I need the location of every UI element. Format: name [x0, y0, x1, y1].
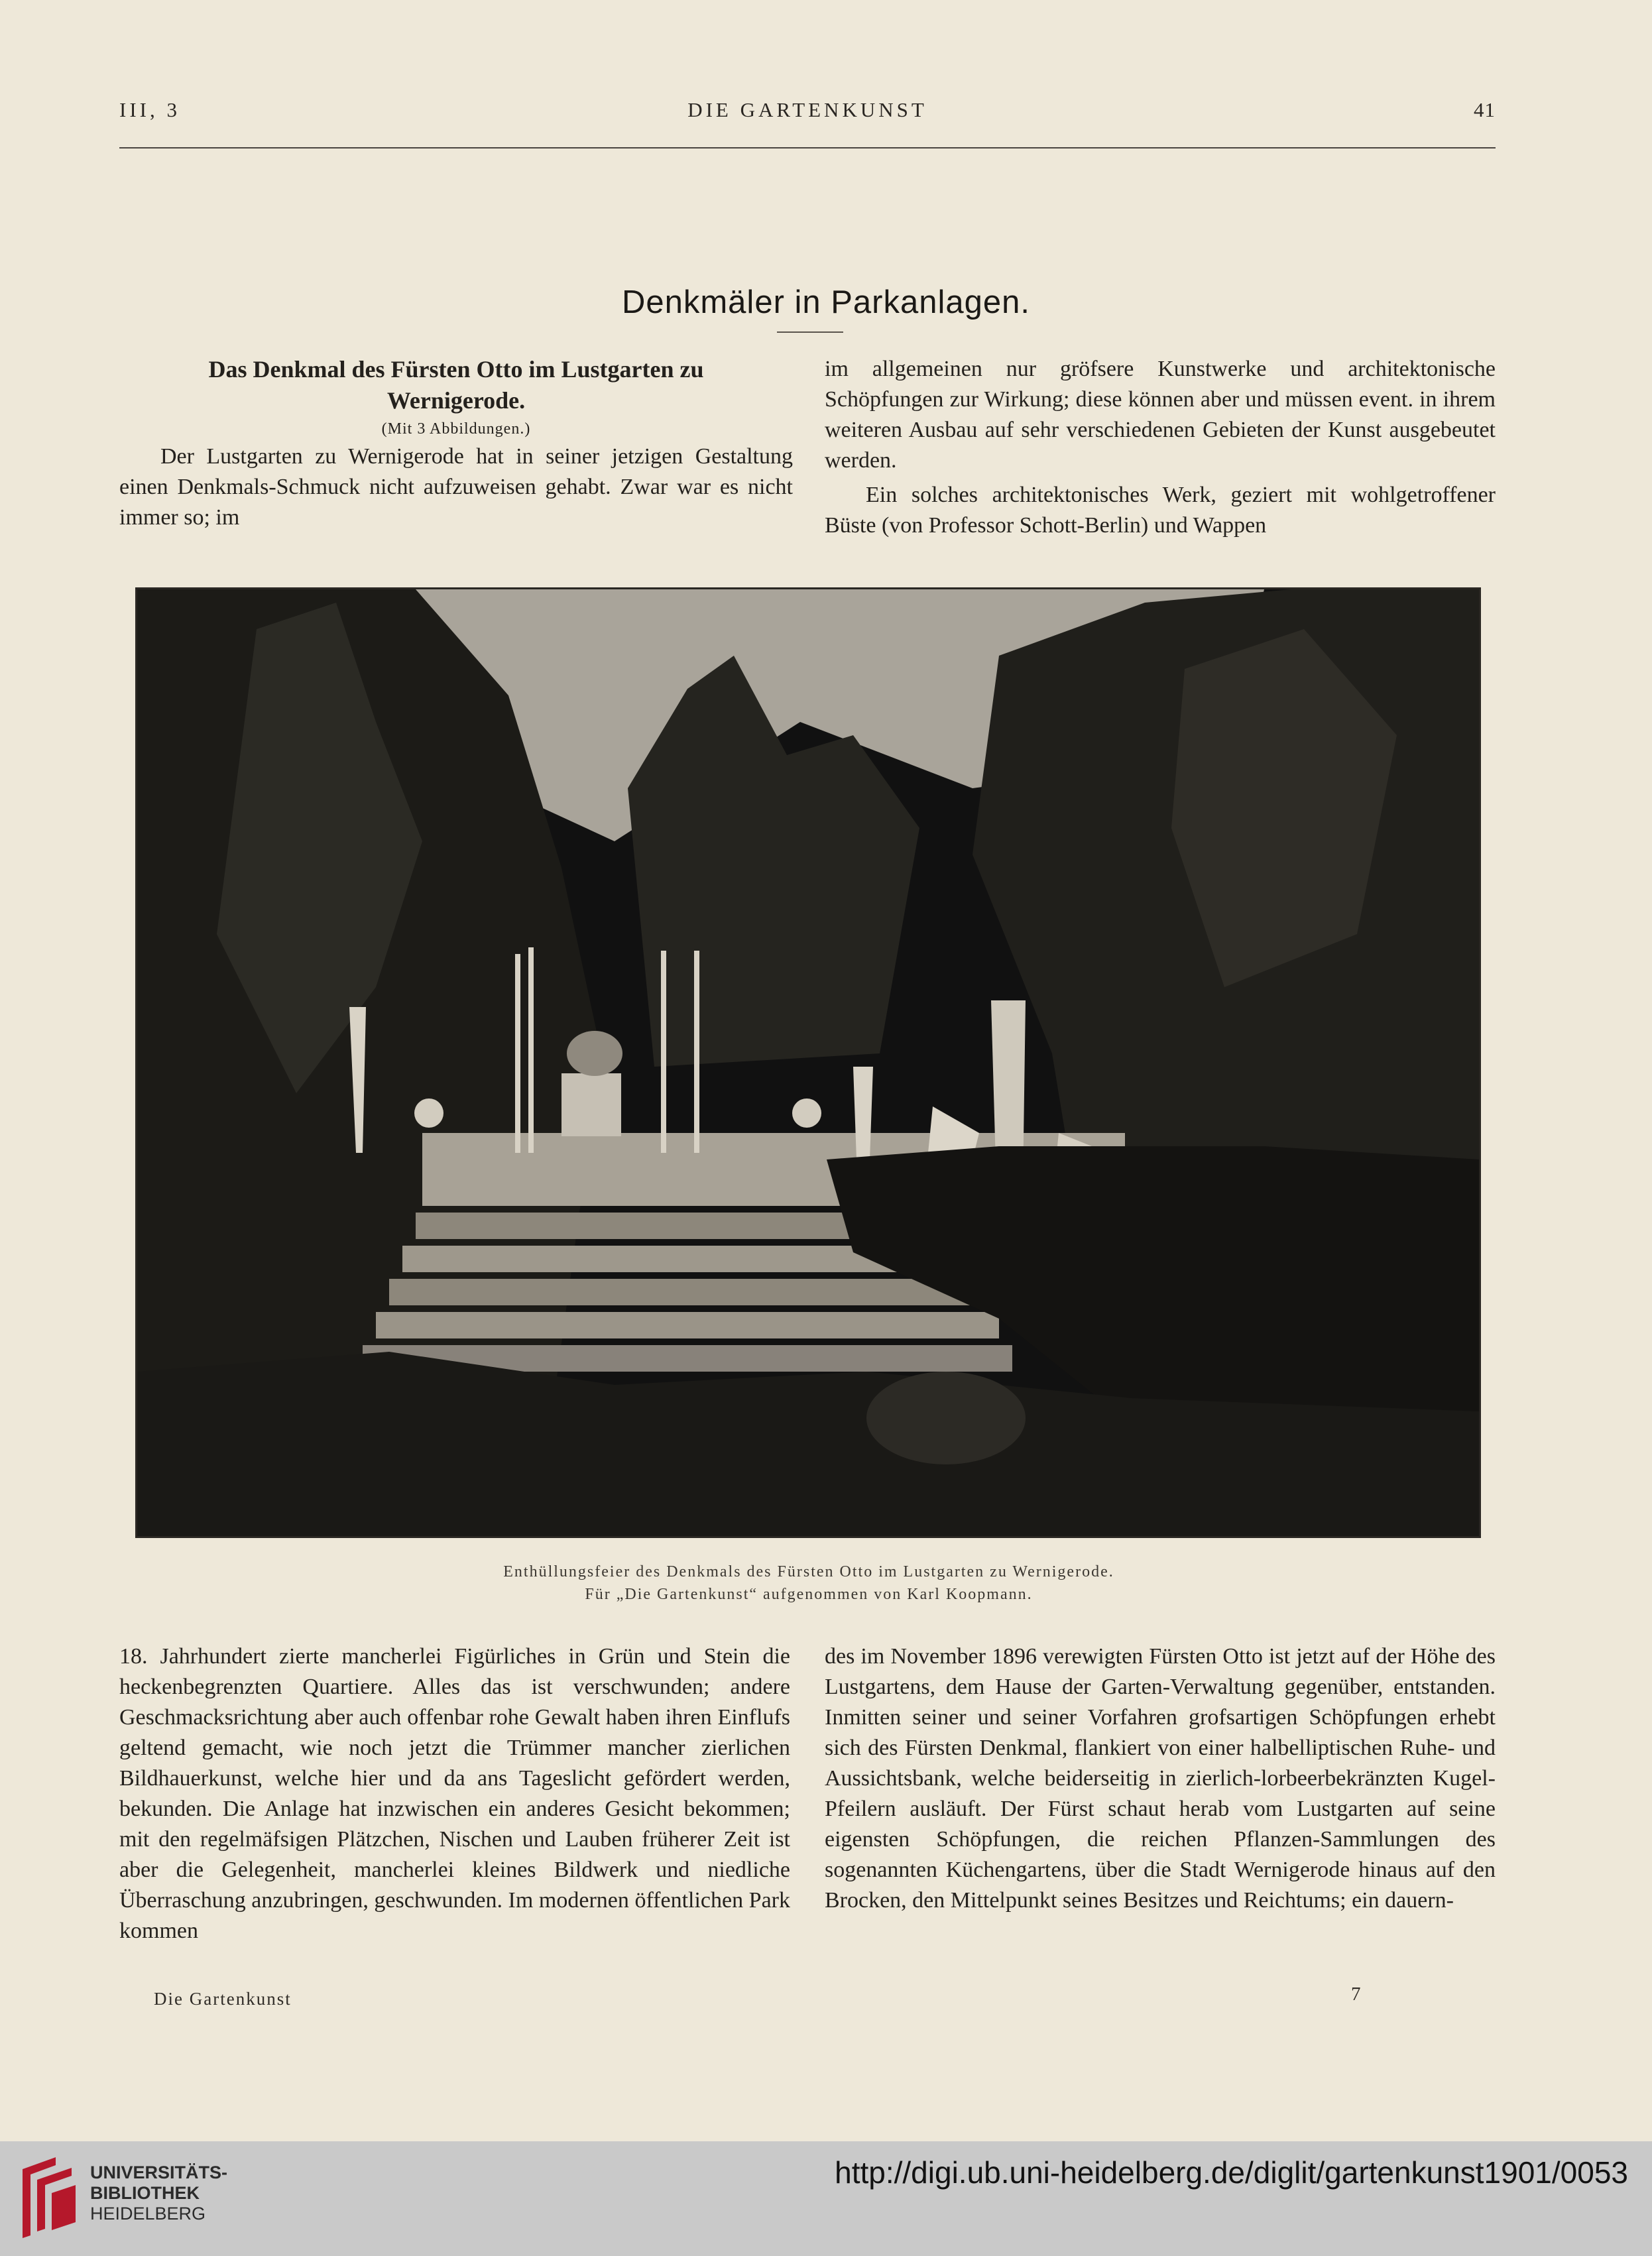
figure-credit: Für „Die Gartenkunst“ aufgenommen von Karl Koopmann. — [585, 1586, 1033, 1603]
header-rule — [119, 147, 1496, 148]
section-title: Denkmäler in Parkanlagen. — [621, 284, 1031, 320]
photo-illustration — [137, 589, 1479, 1536]
column-right-bottom — [825, 1641, 1496, 1916]
paragraph: 18. Jahrhundert zierte mancherlei Figürliches in Grün und Stein die heckenbegrenzten Quartiere. Alles das ist verschwunden; andere Geschmacksrichtung aber auch offenbar rohe Gewalt haben ihren Einflufs geltend gemacht, wie noch jetzt die Trümmer mancher zierlichen Bildhauerkunst, welche hier und da ans Tageslicht gefördert werden, bekunden. Die Anlage hat inzwischen ein anderes Gesicht bekommen; mit den regelmäfsigen Plätzchen, Nischen und Lauben früherer Zeit ist aber die Gelegenheit, mancherlei kleines Bildwerk und niedliche Überraschung anzubringen, geschwunden. Im modernen öffentlichen Park kommen — [119, 1644, 790, 1943]
library-name-line1: UNIVERSITÄTS- — [90, 2163, 228, 2182]
volume-number: III, 3 — [119, 98, 180, 121]
article-title-line2: Wernigerode. — [386, 387, 526, 414]
library-name — [90, 2163, 227, 2224]
monument-photograph — [135, 587, 1481, 1538]
library-name-line2: BIBLIOTHEK — [90, 2183, 200, 2203]
column-right-top — [825, 354, 1496, 541]
column-left-top — [119, 354, 793, 533]
signature-journal: Die Gartenkunst — [154, 1989, 292, 2009]
article-title: Das Denkmal des Fürsten Otto im Lustgarten zu — [208, 356, 704, 383]
figure-caption: Enthüllungsfeier des Denkmals des Fürsten Otto im Lustgarten zu Wernigerode. — [503, 1563, 1114, 1580]
journal-title: DIE GARTENKUNST — [687, 98, 927, 121]
article-subtitle: (Mit 3 Abbildungen.) — [381, 420, 531, 438]
column-left-bottom — [119, 1641, 790, 1946]
page-number: 41 — [1474, 98, 1496, 121]
permalink-url[interactable]: http://digi.ub.uni-heidelberg.de/diglit/gartenkunst1901/0053 — [835, 2155, 1628, 2190]
paragraph: Ein solches architektonisches Werk, geziert mit wohlgetroffener Büste (von Professor Schott-Berlin) und Wappen — [825, 483, 1496, 538]
library-logo-icon — [16, 2156, 80, 2242]
signature-number: 7 — [1351, 1984, 1361, 2005]
running-head — [119, 98, 1496, 133]
paragraph: Der Lustgarten zu Wernigerode hat in seiner jetzigen Gestaltung einen Denkmals-Schmuck nicht aufzuweisen gehabt. Zwar war es nicht immer so; im — [119, 444, 793, 530]
paragraph: im allgemeinen nur gröfsere Kunstwerke und architektonische Schöpfungen zur Wirkung; diese können aber und müssen event. in ihrem weiteren Ausbau auf sehr verschiedenen Gebieten der Kunst ausgebeutet werden. — [825, 357, 1496, 473]
library-name-line3: HEIDELBERG — [90, 2204, 206, 2224]
title-rule — [777, 331, 843, 333]
paragraph: des im November 1896 verewigten Fürsten Otto ist jetzt auf der Höhe des Lustgartens, dem Hause der Garten-Verwaltung gegenüber, entstanden. Inmitten seiner und seiner Vorfahren grofsartigen Schöpfungen erhebt sich des Fürsten Denkmal, flankiert von einer halbelliptischen Ruhe- und Aussichtsbank, welche beiderseitig in zierlich-lorbeerbekränzten Kugel-Pfeilern ausläuft. Der Fürst schaut herab vom Lustgarten auf seine eigensten Schöpfungen, die reichen Pflanzen-Sammlungen des sogenannten Küchengartens, über die Stadt Wernigerode hinaus auf den Brocken, den Mittelpunkt seines Besitzes und Reichtums; ein dauern- — [825, 1644, 1496, 1913]
